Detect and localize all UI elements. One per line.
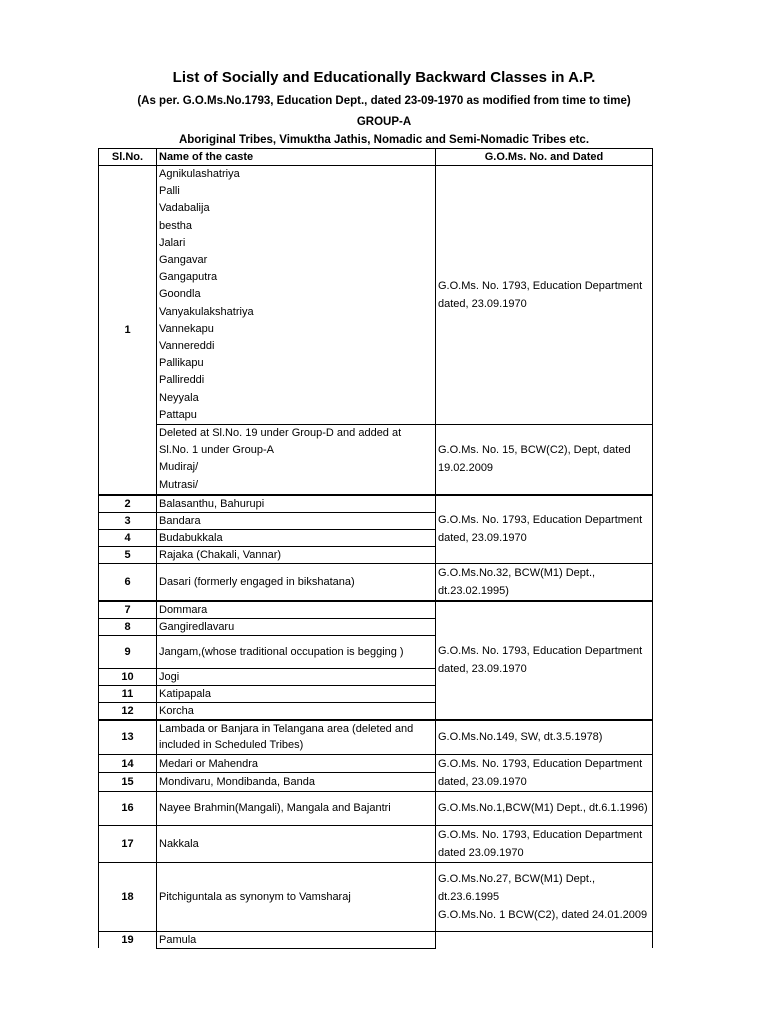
sl-no-cell: 5 bbox=[99, 546, 157, 563]
caste-name-cell: Bandara bbox=[157, 512, 436, 529]
caste-table bbox=[98, 148, 653, 949]
header-go-dated: G.O.Ms. No. and Dated bbox=[436, 149, 653, 166]
caste-name-cell: Dasari (formerly engaged in bikshatana) bbox=[157, 563, 436, 601]
go-cell: G.O.Ms. No. 15, BCW(C2), Dept, dated 19.02.2009 bbox=[436, 425, 653, 495]
list-item: Jalari bbox=[159, 236, 186, 249]
sl-no-cell: 1 bbox=[99, 166, 157, 495]
sl-no-cell: 19 bbox=[99, 931, 157, 948]
group-heading: GROUP-A bbox=[356, 116, 412, 128]
caste-name-cell: Budabukkala bbox=[157, 529, 436, 546]
table-row bbox=[99, 862, 653, 931]
sl-no-cell: 17 bbox=[99, 825, 157, 862]
document-title: List of Socially and Educationally Backward Classes in A.P. bbox=[172, 69, 596, 86]
sl-no-cell: 8 bbox=[99, 618, 157, 635]
go-entry: G.O.Ms.No. 1 BCW(C2), dated 24.01.2009 bbox=[438, 908, 648, 921]
group-description: Aboriginal Tribes, Vimuktha Jathis, Nomadic and Semi-Nomadic Tribes etc. bbox=[178, 134, 590, 146]
sl-no-cell: 3 bbox=[99, 512, 157, 529]
sl-no-cell: 7 bbox=[99, 601, 157, 619]
list-item: Deleted at Sl.No. 19 under Group-D and added at Sl.No. 1 under Group-A bbox=[159, 427, 402, 457]
list-item: Agnikulashatriya bbox=[159, 168, 240, 180]
sl-no-cell: 11 bbox=[99, 685, 157, 702]
table-row bbox=[99, 495, 653, 513]
list-item: Pattapu bbox=[159, 408, 197, 421]
caste-name-cell: Rajaka (Chakali, Vannar) bbox=[157, 546, 436, 563]
list-item: Neyyala bbox=[159, 391, 199, 404]
list-item: Vannereddi bbox=[159, 340, 215, 353]
document-subtitle: (As per. G.O.Ms.No.1793, Education Dept., dated 23-09-1970 as modified from time to time) bbox=[137, 95, 631, 107]
sl-no-cell: 14 bbox=[99, 754, 157, 773]
go-entry: G.O.Ms.No.27, BCW(M1) Dept., dt.23.6.1995 bbox=[438, 872, 596, 903]
caste-name-cell: Medari or Mahendra bbox=[157, 754, 436, 773]
go-cell: G.O.Ms. No. 1793, Education Department dated, 23.09.1970 bbox=[436, 754, 653, 791]
caste-name-cell: Pitchiguntala as synonym to Vamsharaj bbox=[157, 862, 436, 931]
table-row bbox=[99, 791, 653, 825]
list-item: Goondla bbox=[159, 288, 201, 301]
list-item: Vannekapu bbox=[159, 322, 214, 335]
sl-no-cell: 15 bbox=[99, 773, 157, 792]
list-item: bestha bbox=[159, 219, 193, 232]
sl-no-cell: 6 bbox=[99, 563, 157, 601]
sl-no-cell: 18 bbox=[99, 862, 157, 931]
list-item: Gangavar bbox=[159, 254, 208, 267]
go-cell: G.O.Ms. No. 1793, Education Department dated, 23.09.1970 bbox=[436, 601, 653, 720]
sl-no-cell: 16 bbox=[99, 791, 157, 825]
caste-name-cell: Katipapala bbox=[157, 685, 436, 702]
go-cell bbox=[436, 862, 653, 931]
go-cell: G.O.Ms.No.32, BCW(M1) Dept., dt.23.02.1995) bbox=[436, 563, 653, 601]
go-cell: G.O.Ms.No.1,BCW(M1) Dept., dt.6.1.1996) bbox=[436, 791, 653, 825]
caste-name-cell: Gangiredlavaru bbox=[157, 618, 436, 635]
go-cell bbox=[436, 931, 653, 948]
list-item: Pallireddi bbox=[159, 374, 205, 387]
caste-names-cell bbox=[157, 166, 436, 425]
table-row bbox=[99, 825, 653, 862]
sl-no-cell: 12 bbox=[99, 702, 157, 720]
sl-no-cell: 13 bbox=[99, 720, 157, 755]
table-header-row bbox=[99, 149, 653, 166]
header-caste-name: Name of the caste bbox=[157, 149, 436, 166]
caste-name-cell: Dommara bbox=[157, 601, 436, 619]
table-row bbox=[99, 563, 653, 601]
list-item: Mudiraj/ bbox=[159, 461, 199, 474]
go-cell: G.O.Ms. No. 1793, Education Department dated, 23.09.1970 bbox=[436, 495, 653, 564]
caste-name-cell: Balasanthu, Bahurupi bbox=[157, 495, 436, 513]
table-row bbox=[99, 931, 653, 948]
list-item: Palli bbox=[159, 185, 180, 198]
sl-no-cell: 10 bbox=[99, 668, 157, 685]
caste-names-cell bbox=[157, 425, 436, 495]
list-item: Pallikapu bbox=[159, 357, 204, 370]
go-cell: G.O.Ms. No. 1793, Education Department dated 23.09.1970 bbox=[436, 825, 653, 862]
list-item: Gangaputra bbox=[159, 271, 218, 284]
list-item: Vadabalija bbox=[159, 202, 210, 215]
sl-no-cell: 2 bbox=[99, 495, 157, 513]
caste-name-cell: Korcha bbox=[157, 702, 436, 720]
caste-name-cell: Lambada or Banjara in Telangana area (deleted and included in Scheduled Tribes) bbox=[157, 720, 436, 755]
table-row bbox=[99, 601, 653, 619]
sl-no-cell: 9 bbox=[99, 635, 157, 668]
table-row bbox=[99, 166, 653, 425]
table-row bbox=[99, 754, 653, 773]
caste-name-cell: Mondivaru, Mondibanda, Banda bbox=[157, 773, 436, 792]
sl-no-cell: 4 bbox=[99, 529, 157, 546]
caste-name-cell: Nayee Brahmin(Mangali), Mangala and Bajantri bbox=[157, 791, 436, 825]
table-row bbox=[99, 720, 653, 755]
go-cell: G.O.Ms.No.149, SW, dt.3.5.1978) bbox=[436, 720, 653, 755]
caste-name-cell: Nakkala bbox=[157, 825, 436, 862]
header-sl-no: Sl.No. bbox=[99, 149, 157, 166]
list-item: Mutrasi/ bbox=[159, 478, 199, 491]
caste-name-cell: Jangam,(whose traditional occupation is begging ) bbox=[157, 635, 436, 668]
list-item: Vanyakulakshatriya bbox=[159, 305, 254, 318]
caste-name-cell: Pamula bbox=[157, 931, 436, 948]
caste-name-cell: Jogi bbox=[157, 668, 436, 685]
table-row bbox=[99, 425, 653, 495]
go-cell: G.O.Ms. No. 1793, Education Department dated, 23.09.1970 bbox=[436, 166, 653, 425]
